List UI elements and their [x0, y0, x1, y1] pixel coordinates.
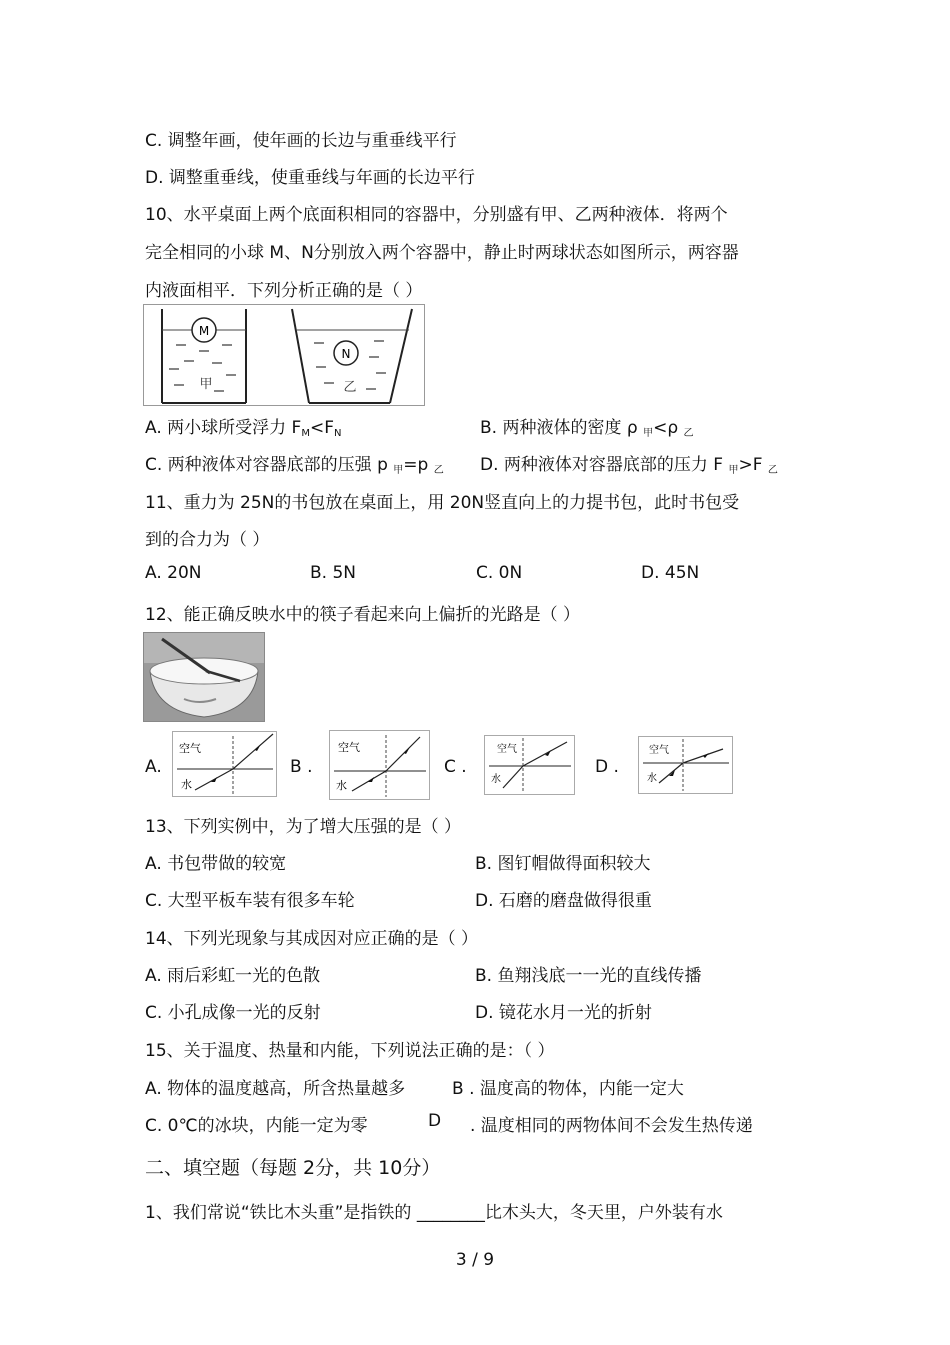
- q10-figure: [143, 304, 425, 406]
- q10-option-a-mid: <F: [309, 418, 334, 438]
- water-label-c: 水: [491, 774, 501, 785]
- q14-option-d[interactable]: D. 镜花水月一光的折射: [475, 1003, 652, 1023]
- q13-option-a[interactable]: A. 书包带做的较宽: [145, 854, 287, 874]
- q12-bowl-photo: [143, 632, 265, 722]
- ball-m-label: M: [198, 324, 210, 338]
- section-heading-fill-blank: 二、填空题（每题 2分，共 10分）: [145, 1157, 441, 1179]
- q12-stem: 12、能正确反映水中的筷子看起来向上偏折的光路是（ ）: [145, 605, 581, 625]
- q10-option-a-sub2: N: [334, 428, 342, 439]
- q10-option-d-sub2: 乙: [767, 465, 778, 476]
- refraction-diagram-a: [173, 732, 276, 796]
- q15-option-d-letter[interactable]: D: [428, 1111, 442, 1131]
- air-label-d: 空气: [649, 745, 669, 756]
- q12-option-a-label[interactable]: A.: [145, 757, 162, 777]
- q10-option-c[interactable]: [145, 450, 444, 476]
- refraction-diagram-c: [485, 736, 574, 794]
- q10-option-b-text: B. 两种液体的密度 ρ: [480, 418, 644, 438]
- q11-option-b[interactable]: B. 5N: [310, 563, 357, 583]
- q12-option-b-diagram[interactable]: [329, 730, 430, 800]
- q10-option-b-sub1: 甲: [643, 428, 654, 439]
- q10-option-a-text: A. 两小球所受浮力 F: [145, 418, 302, 438]
- q13-option-c[interactable]: C. 大型平板车装有很多车轮: [145, 891, 355, 911]
- water-label-a: 水: [181, 778, 192, 791]
- q11-option-a[interactable]: A. 20N: [145, 563, 202, 583]
- q10-option-c-sub1: 甲: [393, 465, 404, 476]
- q10-stem-line3: 内液面相平．下列分析正确的是（ ）: [145, 281, 423, 301]
- q12-option-c-label[interactable]: C .: [444, 757, 467, 777]
- q10-option-d-text: D. 两种液体对容器底部的压力 F: [480, 455, 729, 475]
- q14-option-c[interactable]: C. 小孔成像一光的反射: [145, 1003, 321, 1023]
- q10-option-a[interactable]: [145, 413, 341, 439]
- q12-option-b-label[interactable]: B .: [290, 757, 313, 777]
- q15-option-d[interactable]: . 温度相同的两物体间不会发生热传递: [470, 1116, 753, 1136]
- q10-option-c-mid: =p: [403, 455, 434, 475]
- ball-n-label: N: [341, 347, 351, 361]
- option-c-prev: C. 调整年画，使年画的长边与重垂线平行: [145, 131, 457, 151]
- q10-stem-line2: 完全相同的小球 M、N分别放入两个容器中，静止时两球状态如图所示，两容器: [145, 243, 739, 263]
- water-label-d: 水: [647, 773, 657, 784]
- fill-question-1: 1、我们常说“铁比木头重”是指铁的 ________比木头大，冬天里，户外装有水: [145, 1203, 723, 1223]
- q11-stem-line1: 11、重力为 25N的书包放在桌面上，用 20N竖直向上的力提书包，此时书包受: [145, 493, 740, 513]
- q12-option-d-label[interactable]: D .: [595, 757, 619, 777]
- q10-option-b[interactable]: [480, 413, 694, 439]
- q15-option-a[interactable]: A. 物体的温度越高，所含热量越多: [145, 1079, 406, 1099]
- q13-option-b[interactable]: B. 图钉帽做得面积较大: [475, 854, 651, 874]
- q10-option-d-sub1: 甲: [728, 465, 739, 476]
- liquid-jia-label: 甲: [199, 377, 213, 392]
- q10-option-c-sub2: 乙: [433, 465, 444, 476]
- q15-option-b[interactable]: B . 温度高的物体，内能一定大: [452, 1079, 684, 1099]
- air-label-b: 空气: [338, 741, 360, 754]
- water-label-b: 水: [336, 779, 347, 792]
- q14-option-a[interactable]: A. 雨后彩虹一光的色散: [145, 966, 321, 986]
- q13-option-d[interactable]: D. 石磨的磨盘做得很重: [475, 891, 652, 911]
- option-d-prev: D. 调整重垂线，使重垂线与年画的长边平行: [145, 168, 475, 188]
- q10-option-a-sub1: M: [301, 428, 310, 439]
- q10-stem-line1: 10、水平桌面上两个底面积相同的容器中，分别盛有甲、乙两种液体．将两个: [145, 205, 728, 225]
- q10-containers-drawing: [144, 305, 424, 405]
- q14-stem: 14、下列光现象与其成因对应正确的是（ ）: [145, 929, 479, 949]
- q12-option-a-diagram[interactable]: [172, 731, 277, 797]
- refraction-diagram-d: [639, 737, 732, 793]
- air-label-c: 空气: [497, 744, 517, 755]
- refraction-diagram-b: [330, 731, 429, 799]
- page-number: 3 / 9: [455, 1250, 495, 1270]
- bowl-chopstick-image: [144, 633, 264, 721]
- liquid-yi-label: 乙: [343, 380, 357, 395]
- q10-option-b-mid: <ρ: [653, 418, 684, 438]
- q12-option-d-diagram[interactable]: [638, 736, 733, 794]
- q11-option-d[interactable]: D. 45N: [641, 563, 700, 583]
- q11-stem-line2: 到的合力为（ ）: [145, 530, 270, 550]
- q10-option-b-sub2: 乙: [683, 428, 694, 439]
- q11-option-c[interactable]: C. 0N: [476, 563, 523, 583]
- q15-stem: 15、关于温度、热量和内能，下列说法正确的是：（ ）: [145, 1041, 555, 1061]
- q13-stem: 13、下列实例中，为了增大压强的是（ ）: [145, 817, 462, 837]
- q10-option-d-mid: >F: [738, 455, 768, 475]
- q15-option-c[interactable]: C. 0℃的冰块，内能一定为零: [145, 1116, 368, 1136]
- q12-option-c-diagram[interactable]: [484, 735, 575, 795]
- q10-option-c-text: C. 两种液体对容器底部的压强 p: [145, 455, 394, 475]
- air-label-a: 空气: [179, 742, 201, 755]
- q10-option-d[interactable]: [480, 450, 778, 476]
- q14-option-b[interactable]: B. 鱼翔浅底一一光的直线传播: [475, 966, 702, 986]
